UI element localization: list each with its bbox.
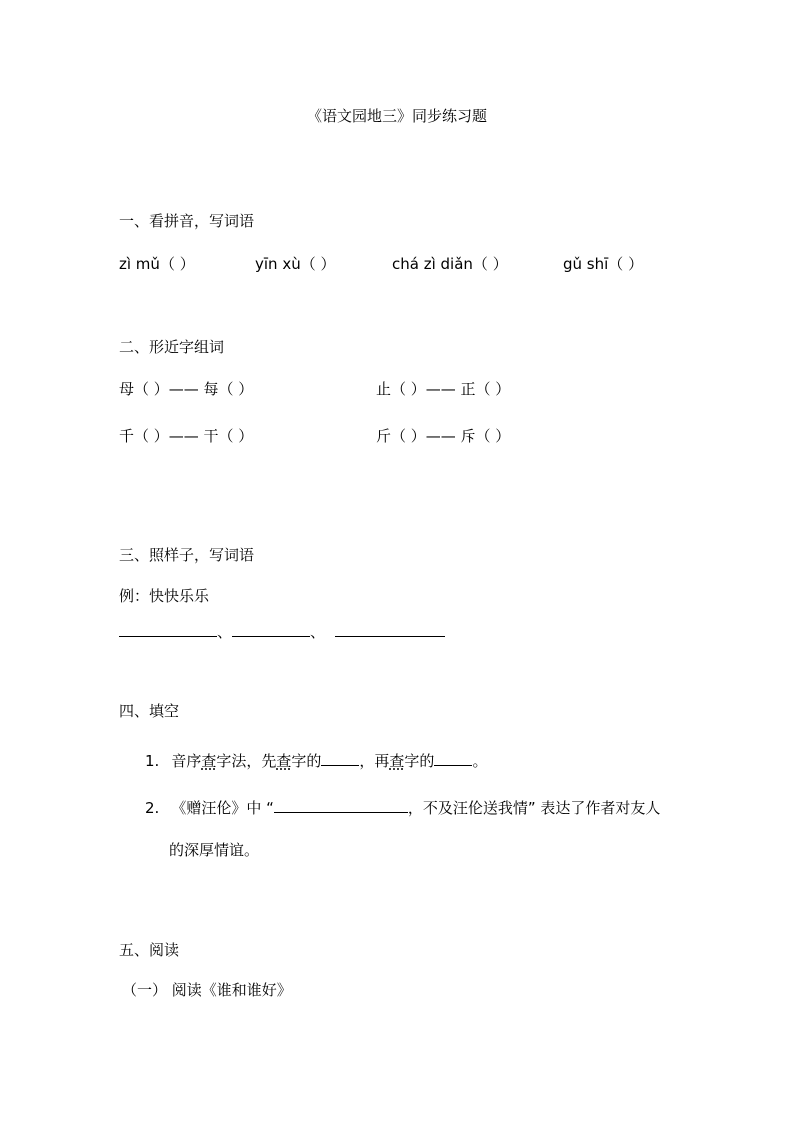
- answer-blank[interactable]: [119, 622, 217, 637]
- answer-blank[interactable]: [335, 622, 445, 637]
- question-text: ，再: [359, 752, 390, 770]
- answer-lines: [119, 622, 445, 641]
- similar-char-pair: 斤（ ）—— 斥（ ）: [376, 427, 511, 445]
- similar-char-pair: 千（ ）—— 干（ ）: [119, 427, 254, 445]
- question-text: 查: [389, 752, 405, 770]
- pinyin-text: zì mǔ: [119, 255, 160, 273]
- page-title: 《语文园地三》同步练习题: [306, 107, 487, 125]
- answer-parens: （ ）: [608, 255, 644, 273]
- answer-parens: （ ）: [300, 255, 336, 273]
- question-text: 字的: [291, 752, 322, 770]
- question-text: ，不及汪伦送我情” 表达了作者对友人: [407, 799, 661, 817]
- pinyin-text: gǔ shī: [563, 255, 609, 273]
- question-2-continued: 的深厚情谊。: [169, 841, 260, 859]
- question-2: [145, 798, 660, 817]
- question-text: 字的: [404, 752, 435, 770]
- separator: 、: [217, 623, 233, 641]
- pinyin-item: [563, 255, 643, 273]
- question-text: 《赠汪伦》中 “: [171, 799, 274, 817]
- section-3-heading: 三、照样子，写词语: [119, 546, 255, 564]
- answer-blank[interactable]: [232, 622, 310, 637]
- pinyin-item: [392, 255, 508, 273]
- answer-blank[interactable]: [434, 751, 472, 766]
- answer-parens: （ ）: [472, 255, 508, 273]
- answer-parens: （ ）: [159, 255, 195, 273]
- question-number: 2.: [145, 799, 160, 817]
- separator: 、: [310, 623, 326, 641]
- question-number: 1.: [145, 752, 160, 770]
- question-text: 查: [276, 752, 292, 770]
- pinyin-item: [119, 255, 195, 273]
- question-text: 音序: [171, 752, 202, 770]
- question-text: 字法，先: [216, 752, 277, 770]
- pinyin-text: yīn xù: [255, 255, 301, 273]
- similar-char-pair: 止（ ）—— 正（ ）: [376, 380, 511, 398]
- section-5-heading: 五、阅读: [119, 941, 180, 959]
- reading-subheading: （一） 阅读《谁和谁好》: [122, 981, 292, 999]
- section-1-heading: 一、看拼音，写词语: [119, 212, 255, 230]
- section-2-heading: 二、形近字组词: [119, 338, 225, 356]
- pinyin-item: [255, 255, 335, 273]
- similar-char-pair: 母（ ）—— 每（ ）: [119, 380, 254, 398]
- answer-blank[interactable]: [274, 798, 408, 813]
- pinyin-text: chá zì diǎn: [392, 255, 473, 273]
- example-text: 例：快快乐乐: [119, 587, 210, 605]
- question-1: [145, 751, 487, 770]
- question-text: 查: [201, 752, 217, 770]
- answer-blank[interactable]: [321, 751, 359, 766]
- question-text: 。: [472, 752, 488, 770]
- section-4-heading: 四、填空: [119, 702, 180, 720]
